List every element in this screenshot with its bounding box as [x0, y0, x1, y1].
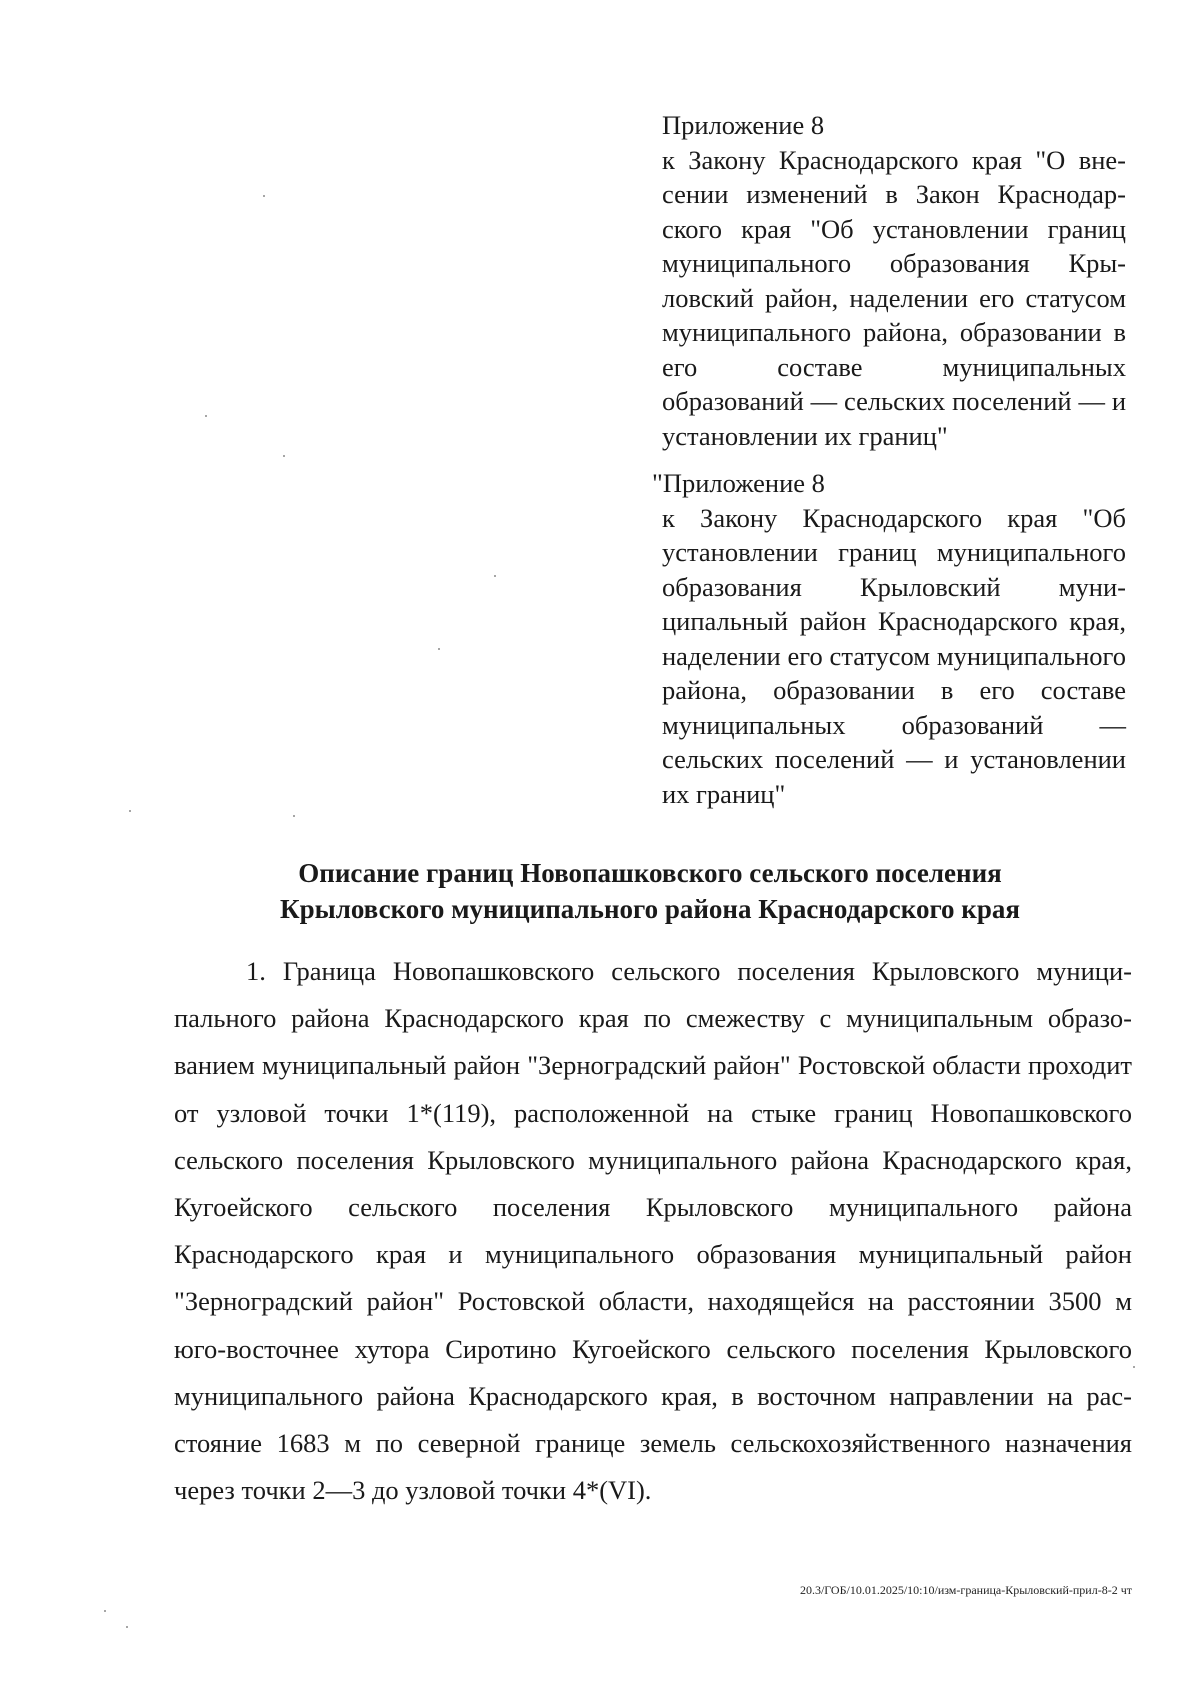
- annex-heading: "Приложение 8: [652, 468, 825, 498]
- scan-speck: [104, 1610, 106, 1612]
- annex-amending-law-block: [662, 108, 1126, 453]
- footer-document-code: 20.3/ГОБ/10.01.2025/10:10/изм-граница-Крыловский-прил-8-2 чт: [799, 1583, 1132, 1597]
- annex-reference-text: к Закону Краснодарского края "О внесении изменений в Закон Краснодарского края "Об установлении границ муниципального образования Крыловский район, наделении его статусом муниципального района, образовании в его составе муниципальных образований — сельских поселений — и установлении их границ": [662, 144, 1126, 451]
- scan-speck: [494, 575, 496, 577]
- document-title-line-2: Крыловского муниципального района Краснодарского края: [280, 894, 1020, 924]
- annex-reference-text: к Закону Краснодарского края "Об установлении границ муниципального образования Крыловский муниципальный район Краснодарского края, наделении его статусом муниципального района, образовании в его составе муниципальных образований — сельских поселений — и установлении их границ": [662, 502, 1126, 809]
- scan-speck: [1133, 1366, 1135, 1368]
- document-title: [150, 855, 1150, 927]
- scan-speck: [283, 455, 285, 457]
- scan-speck: [293, 815, 295, 817]
- document-title-line-1: Описание границ Новопашковского сельского поселения: [298, 858, 1002, 888]
- annex-heading: Приложение 8: [662, 110, 825, 140]
- boundary-description-paragraph: 1. Граница Новопашковского сельского поселения Крыловского муниципального района Краснодарского края по смежеству с муниципальным образованием муниципальный район "Зерноградский район" Ростовской области проходит от узловой точки 1*(119), расположенной на стыке границ Новопашковского сельского поселения Крыловского муниципального района Краснодарского края, Кугоейского сельского поселения Крыловского муниципального района Краснодарского края и муниципального образования муниципальный район "Зерноградский район" Ростовской области, находящейся на расстоянии 3500 м юго-восточнее хутора Сиротино Кугоейского сельского поселения Крыловского муниципального района Краснодарского края, в восточном направлении на расстояние 1683 м по северной границе земель сельскохозяйственного назначения через точки 2—3 до узловой точки 4*(VI).: [174, 956, 1132, 1506]
- scan-speck: [263, 195, 265, 197]
- scan-speck: [438, 648, 440, 650]
- annex-original-law-block: [652, 466, 1126, 811]
- scan-speck: [129, 810, 131, 812]
- scan-speck: [126, 1626, 128, 1628]
- scan-speck: [205, 415, 207, 417]
